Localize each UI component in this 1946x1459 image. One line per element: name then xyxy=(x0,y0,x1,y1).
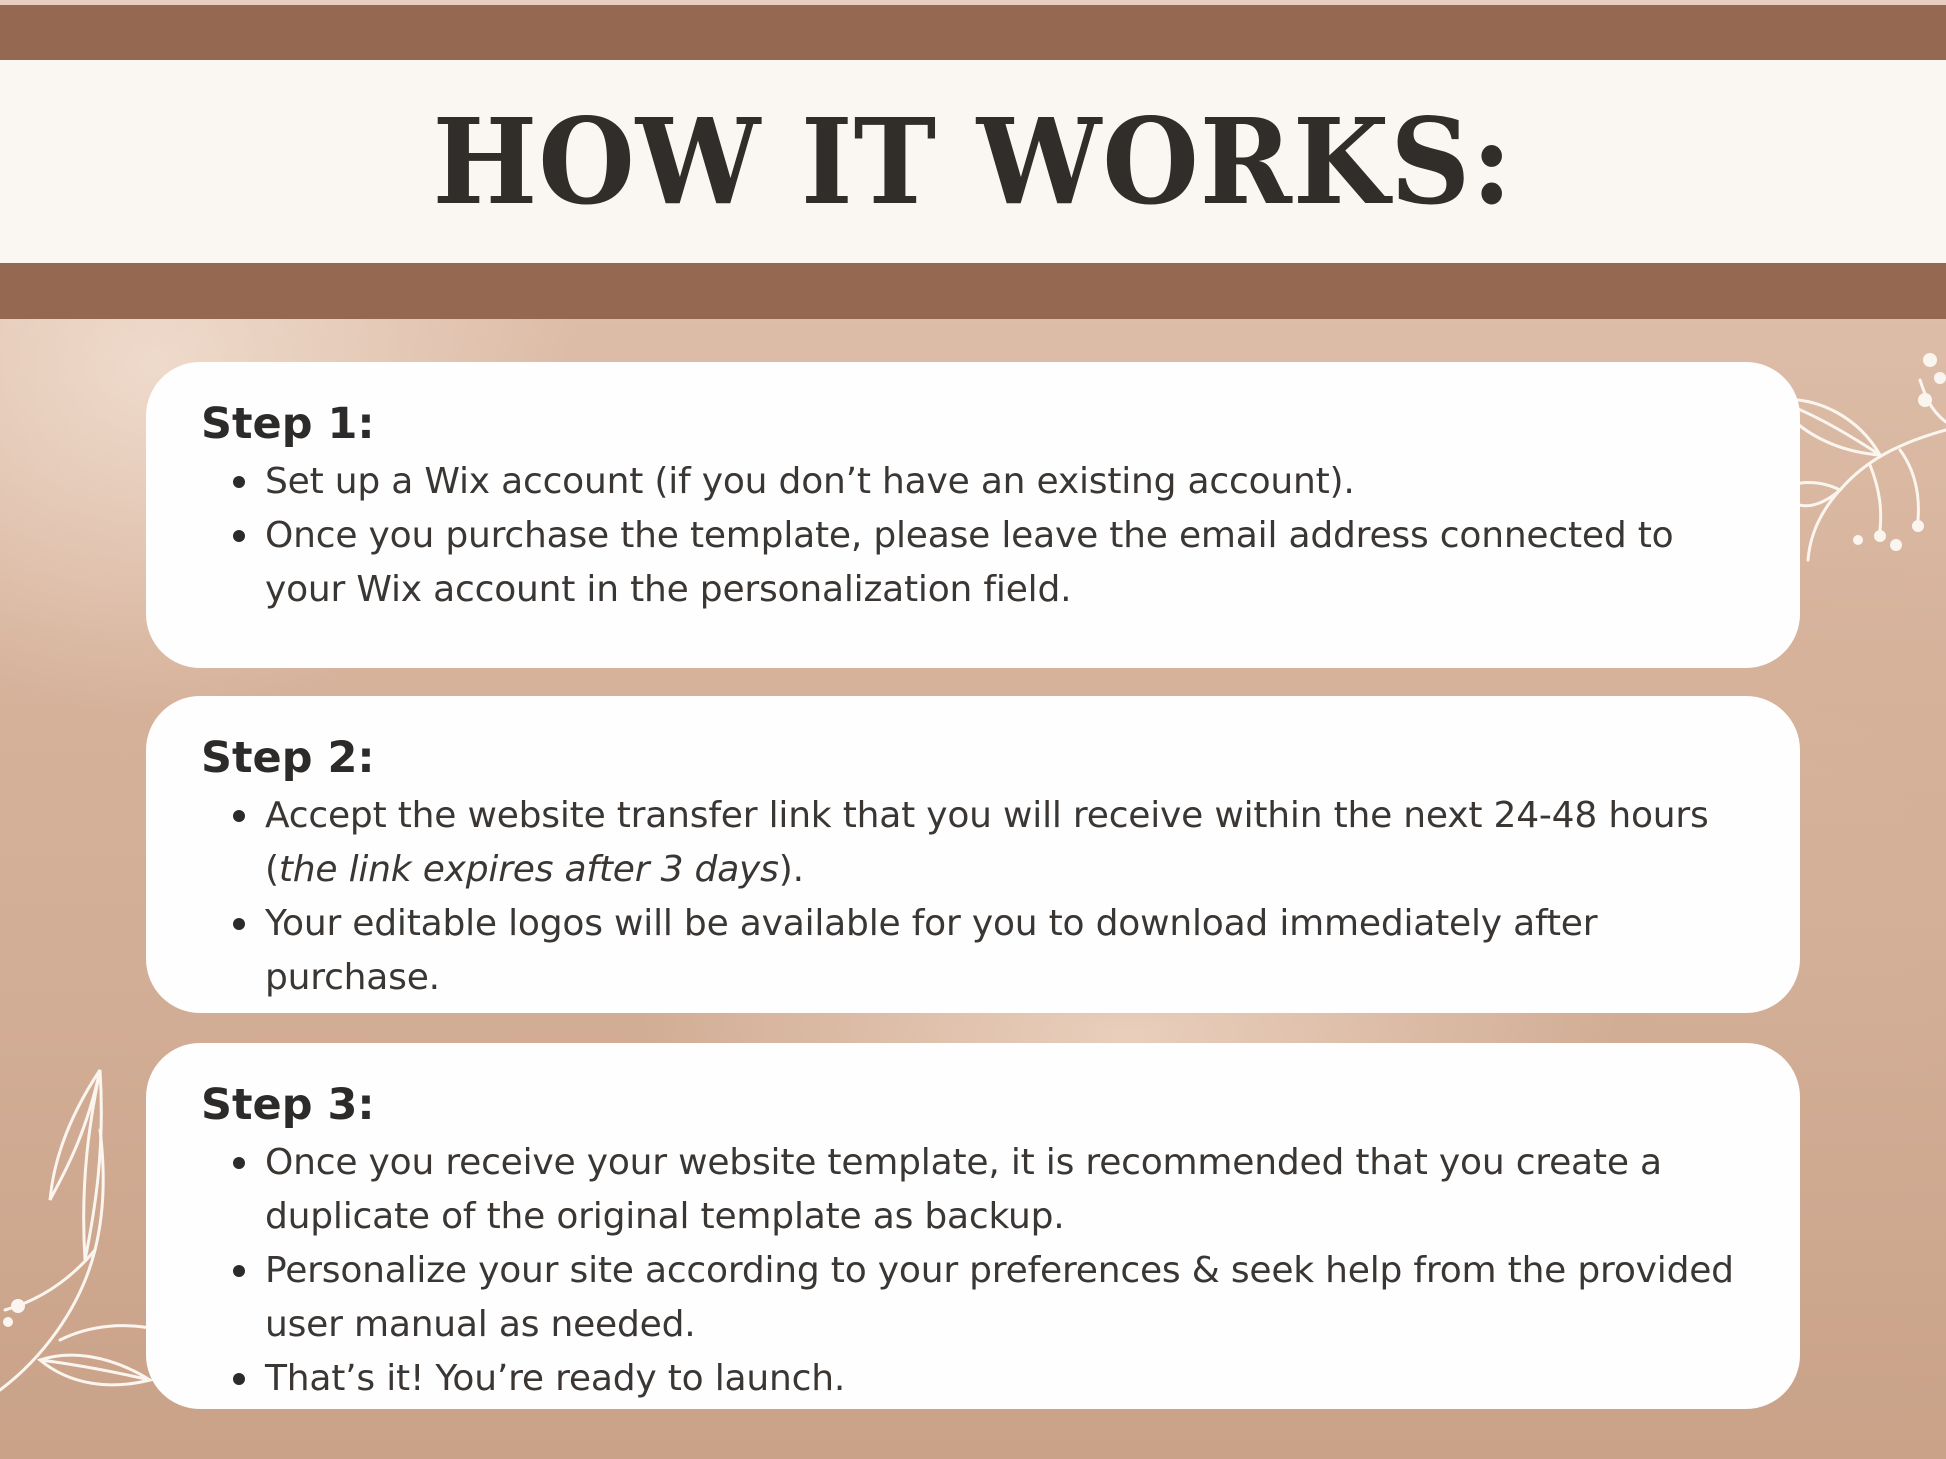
title-strip xyxy=(0,60,1946,263)
list-item: Once you purchase the template, please leave the email address connected to your Wix account in the personalization field. xyxy=(265,509,1740,617)
step-title: Step 1: xyxy=(201,399,375,449)
step-card-2 xyxy=(146,696,1800,1013)
list-item xyxy=(265,789,1740,897)
step-bullet-list xyxy=(201,455,1740,617)
list-item-text: Accept the website transfer link that you will receive within the next 24-48 hours ( xyxy=(265,795,1709,891)
header-band-bottom xyxy=(0,263,1946,319)
step-bullet-list xyxy=(201,789,1740,1005)
list-item: That’s it! You’re ready to launch. xyxy=(265,1352,1740,1406)
step-card-1 xyxy=(146,362,1800,668)
list-item-text-end: ). xyxy=(778,849,804,891)
link-expiry-note: the link expires after 3 days xyxy=(278,849,779,891)
list-item: Once you receive your website template, it is recommended that you create a duplicate of the original template as backup. xyxy=(265,1136,1740,1244)
step-title: Step 3: xyxy=(201,1080,375,1130)
list-item: Personalize your site according to your preferences & seek help from the provided user manual as needed. xyxy=(265,1244,1740,1352)
step-title: Step 2: xyxy=(201,733,375,783)
step-bullet-list xyxy=(201,1136,1740,1406)
step-card-3 xyxy=(146,1043,1800,1409)
list-item: Set up a Wix account (if you don’t have an existing account). xyxy=(265,455,1740,509)
list-item: Your editable logos will be available for you to download immediately after purchase. xyxy=(265,897,1740,1005)
header-band-top xyxy=(0,5,1946,60)
page-title: HOW IT WORKS: xyxy=(432,91,1514,231)
